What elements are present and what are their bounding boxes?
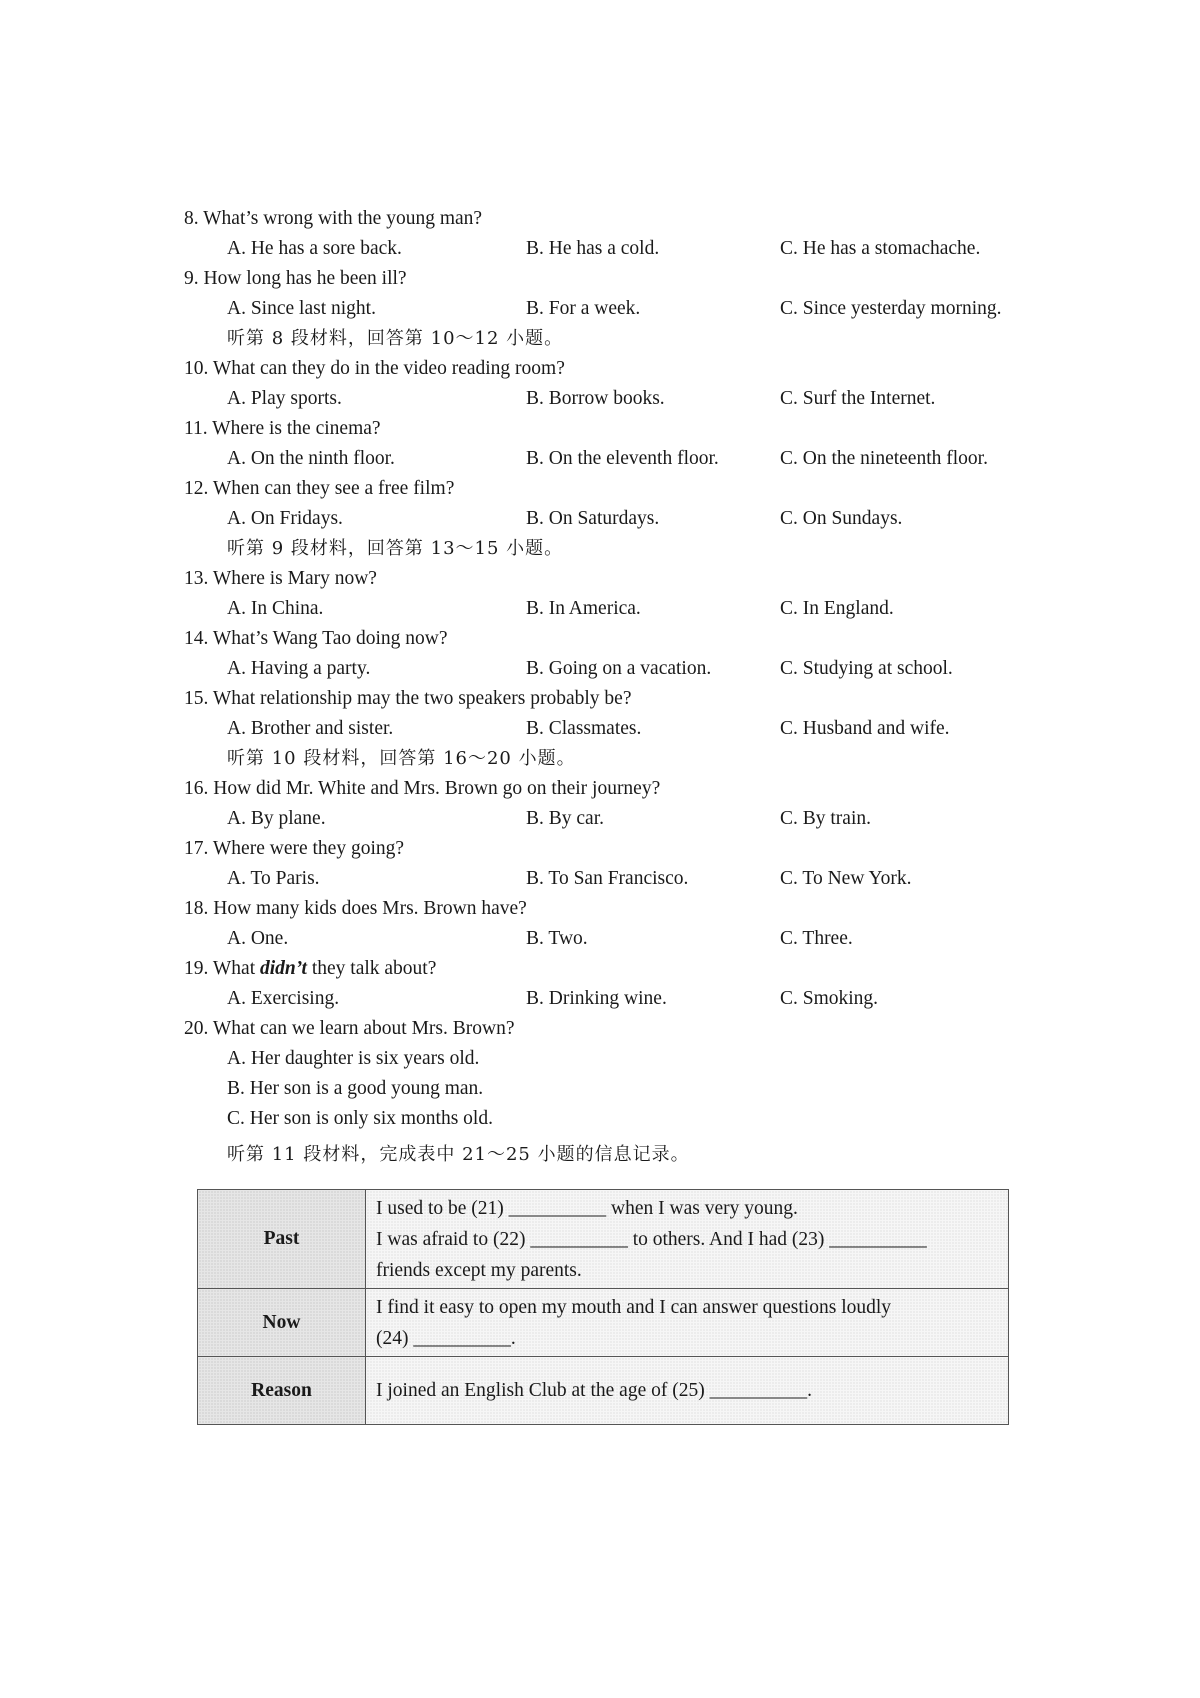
option-a: A. To Paris. [227, 868, 320, 889]
option-c: C. Husband and wife. [780, 718, 950, 739]
table-line: friends except my parents. [376, 1259, 582, 1281]
instruction-text: 听第 11 段材料，完成表中 21～25 小题的信息记录。 [227, 1144, 690, 1165]
row-header-reason: Reason [198, 1357, 366, 1425]
option-a: A. He has a sore back. [227, 238, 402, 259]
option-c: C. On the nineteenth floor. [780, 448, 988, 469]
question-17 [0, 834, 1200, 864]
question-suffix: they talk about? [306, 958, 437, 979]
question-14-options [0, 654, 1200, 684]
question-text: 17. Where were they going? [184, 838, 405, 859]
option-b: B. Drinking wine. [526, 988, 667, 1009]
question-text [184, 954, 436, 984]
row-content-now [366, 1289, 1009, 1357]
question-text: 12. When can they see a free film? [184, 478, 455, 499]
option-c: C. Three. [780, 928, 853, 949]
instruction-text: 听第 8 段材料，回答第 10～12 小题。 [227, 328, 564, 349]
option-b: B. On the eleventh floor. [526, 448, 719, 469]
question-text: 13. Where is Mary now? [184, 568, 377, 589]
option-b: B. Two. [526, 928, 588, 949]
question-18 [0, 894, 1200, 924]
question-9 [0, 264, 1200, 294]
question-8-options [0, 234, 1200, 264]
question-20-option-b [0, 1074, 1200, 1104]
emphasis-word: didn’t [260, 958, 307, 979]
option-a: A. Since last night. [227, 298, 376, 319]
question-15-options [0, 714, 1200, 744]
question-text: 20. What can we learn about Mrs. Brown? [184, 1018, 515, 1039]
option-a: A. Her daughter is six years old. [227, 1048, 480, 1069]
option-a: A. Play sports. [227, 388, 342, 409]
table-line: I joined an English Club at the age of (25) __________. [376, 1380, 812, 1401]
section-instruction-2 [0, 534, 1200, 564]
table-row-reason [198, 1357, 1009, 1425]
question-text: 10. What can they do in the video reading room? [184, 358, 565, 379]
question-text: 16. How did Mr. White and Mrs. Brown go on their journey? [184, 778, 661, 799]
option-b: B. He has a cold. [526, 238, 660, 259]
row-content-reason [366, 1357, 1009, 1425]
option-a: A. Brother and sister. [227, 718, 394, 739]
option-b: B. In America. [526, 598, 641, 619]
option-c: C. Surf the Internet. [780, 388, 936, 409]
option-b: B. For a week. [526, 298, 641, 319]
table-line: I was afraid to (22) __________ to others. And I had (23) __________ [376, 1228, 927, 1250]
table-line: (24) __________. [376, 1327, 516, 1349]
question-16-options [0, 804, 1200, 834]
option-c: C. By train. [780, 808, 871, 829]
question-20-option-a [0, 1044, 1200, 1074]
option-c: C. Studying at school. [780, 658, 953, 679]
option-b: B. By car. [526, 808, 604, 829]
section-instruction-3 [0, 744, 1200, 774]
option-a: A. By plane. [227, 808, 326, 829]
question-text: 14. What’s Wang Tao doing now? [184, 628, 448, 649]
question-14 [0, 624, 1200, 654]
question-text: 8. What’s wrong with the young man? [184, 208, 483, 229]
question-19-options [0, 984, 1200, 1014]
option-b: B. Borrow books. [526, 388, 665, 409]
section-instruction-1 [0, 324, 1200, 354]
question-19 [0, 954, 1200, 984]
question-8 [0, 204, 1200, 234]
option-c: C. Smoking. [780, 988, 879, 1009]
question-15 [0, 684, 1200, 714]
option-c: C. He has a stomachache. [780, 238, 981, 259]
question-11-options [0, 444, 1200, 474]
info-record-table [197, 1189, 1009, 1425]
table-line: I find it easy to open my mouth and I can answer questions loudly [376, 1296, 892, 1318]
question-12-options [0, 504, 1200, 534]
option-a: A. Having a party. [227, 658, 371, 679]
question-20 [0, 1014, 1200, 1044]
option-c: C. Since yesterday morning. [780, 298, 1002, 319]
instruction-text: 听第 10 段材料，回答第 16～20 小题。 [227, 748, 576, 769]
question-9-options [0, 294, 1200, 324]
question-13-options [0, 594, 1200, 624]
question-text: 9. How long has he been ill? [184, 268, 407, 289]
question-20-option-c [0, 1104, 1200, 1134]
section-instruction-4 [0, 1140, 1200, 1170]
option-a: A. On the ninth floor. [227, 448, 395, 469]
option-b: B. Going on a vacation. [526, 658, 712, 679]
question-10 [0, 354, 1200, 384]
question-text: 18. How many kids does Mrs. Brown have? [184, 898, 527, 919]
question-prefix: 19. What [184, 958, 261, 979]
question-text: 11. Where is the cinema? [184, 418, 381, 439]
table-row-past [198, 1190, 1009, 1289]
question-text: 15. What relationship may the two speakers probably be? [184, 688, 632, 709]
table-row-now [198, 1289, 1009, 1357]
row-header-now: Now [198, 1289, 366, 1357]
option-a: A. On Fridays. [227, 508, 343, 529]
option-a: A. One. [227, 928, 289, 949]
option-c: C. On Sundays. [780, 508, 903, 529]
option-c: C. In England. [780, 598, 894, 619]
question-12 [0, 474, 1200, 504]
option-b: B. To San Francisco. [526, 868, 689, 889]
question-13 [0, 564, 1200, 594]
table-line: I used to be (21) __________ when I was very young. [376, 1197, 798, 1219]
option-c: C. Her son is only six months old. [227, 1108, 493, 1129]
option-b: B. Her son is a good young man. [227, 1078, 484, 1099]
row-header-past: Past [198, 1190, 366, 1289]
option-c: C. To New York. [780, 868, 912, 889]
row-content-past [366, 1190, 1009, 1289]
question-18-options [0, 924, 1200, 954]
question-10-options [0, 384, 1200, 414]
option-b: B. Classmates. [526, 718, 642, 739]
instruction-text: 听第 9 段材料，回答第 13～15 小题。 [227, 538, 564, 559]
option-a: A. In China. [227, 598, 324, 619]
option-a: A. Exercising. [227, 988, 340, 1009]
question-16 [0, 774, 1200, 804]
option-b: B. On Saturdays. [526, 508, 660, 529]
question-17-options [0, 864, 1200, 894]
question-11 [0, 414, 1200, 444]
